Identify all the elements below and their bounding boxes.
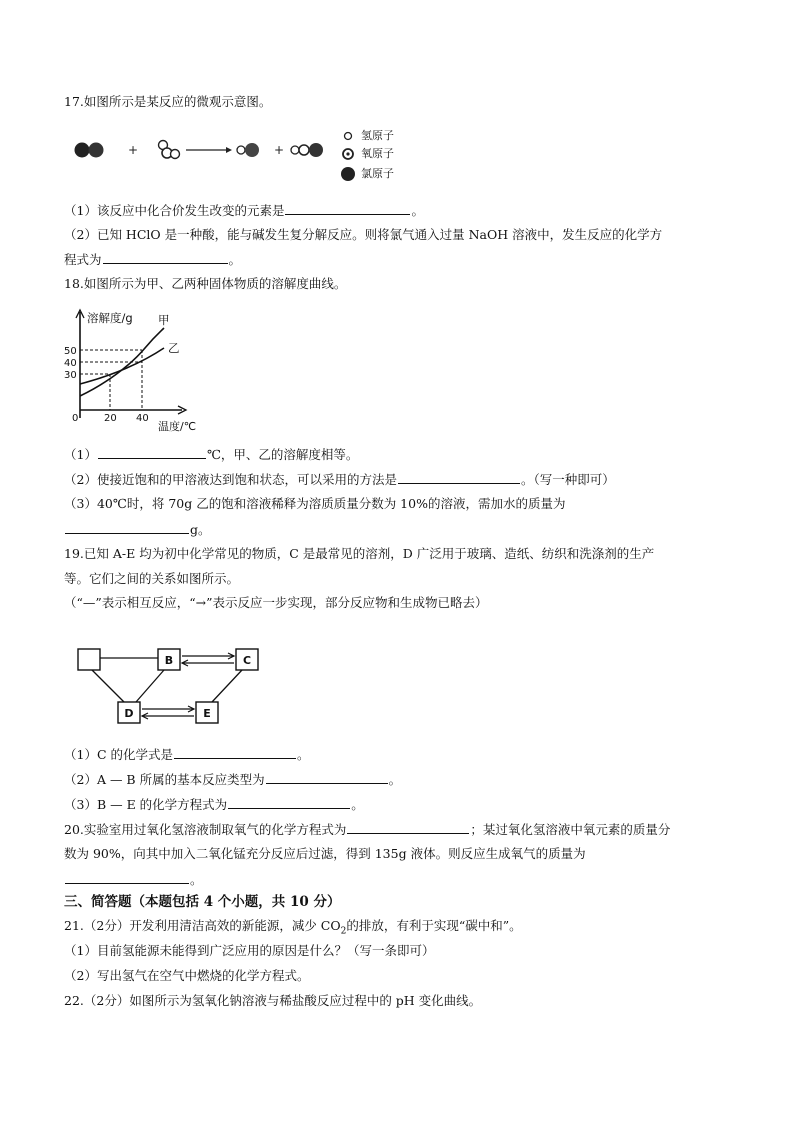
answer-blank[interactable] xyxy=(228,796,350,809)
answer-blank[interactable] xyxy=(266,771,388,784)
q21-stem xyxy=(64,918,522,937)
box-e-label: E xyxy=(203,707,211,720)
q19-part2 xyxy=(64,771,401,788)
box-b-label: B xyxy=(164,654,174,667)
q20-line1 xyxy=(64,821,670,838)
x-axis-label: 温度/℃ xyxy=(158,420,197,433)
answer-blank[interactable] xyxy=(98,446,206,459)
oxygen-atom-icon xyxy=(341,147,355,161)
curve-yi xyxy=(80,348,164,384)
answer-blank[interactable] xyxy=(174,746,296,759)
box-d-label: D xyxy=(124,707,134,720)
series-label-jia: 甲 xyxy=(158,313,170,327)
y-tick-label: 40 xyxy=(64,358,77,369)
y-axis-label: 溶解度/g xyxy=(87,311,133,325)
q19-part1 xyxy=(64,746,310,763)
q19-relation-diagram xyxy=(72,644,272,728)
q20-line3 xyxy=(64,871,203,888)
q17-part2-text: 程式为 xyxy=(64,252,102,267)
series-label-yi: 乙 xyxy=(168,341,180,355)
q19-stem-line1: 19.已知 A-E 均为初中化学常见的物质，C 是最常见的溶剂，D 广泛用于玻璃、造纸、纺织和洗涤剂的生产 xyxy=(64,546,655,561)
q18-part3-end: g。 xyxy=(190,522,211,537)
box-a xyxy=(78,649,100,670)
q19-part2-text: （2）A — B 所属的基本反应类型为 xyxy=(64,772,265,787)
answer-blank[interactable] xyxy=(103,251,228,264)
legend-oxygen: 氧原子 xyxy=(361,147,394,160)
q21-part1: （1）目前氢能源未能得到广泛应用的原因是什么？（写一条即可） xyxy=(64,943,435,958)
svg-text:+: + xyxy=(128,143,139,157)
y-tick-label: 50 xyxy=(64,346,77,357)
q18-part1 xyxy=(64,446,358,463)
x-tick-label: 20 xyxy=(104,413,117,424)
q21-stem-subscript: 2 xyxy=(340,926,347,937)
q20-line1-end: ；某过氧化氢溶液中氧元素的质量分 xyxy=(470,822,671,837)
q20-line2: 数为 90%，向其中加入二氧化锰充分反应后过滤，得到 135g 液体。则反应生成氧气的质量为 xyxy=(64,846,586,861)
q21-stem-end: 的排放，有利于实现“碳中和”。 xyxy=(346,918,522,933)
q19-part3-text: （3）B — E 的化学方程式为 xyxy=(64,797,228,812)
solubility-graph xyxy=(60,306,210,434)
q17-part1-text: （1）该反应中化合价发生改变的元素是 xyxy=(64,203,285,218)
hydrogen-atom-icon xyxy=(342,130,354,142)
q17-part2-line2 xyxy=(64,251,241,268)
q17-part1-end: 。 xyxy=(411,203,424,218)
legend-chlorine: 氯原子 xyxy=(361,167,394,180)
answer-blank[interactable] xyxy=(398,471,520,484)
q19-part3 xyxy=(64,796,364,813)
q18-part2-end: 。（写一种即可） xyxy=(520,472,615,487)
q18-stem: 18.如图所示为甲、乙两种固体物质的溶解度曲线。 xyxy=(64,276,347,291)
answer-blank[interactable] xyxy=(65,871,189,884)
q19-part2-end: 。 xyxy=(388,772,402,787)
x-tick-label: 40 xyxy=(136,413,149,424)
q17-part1 xyxy=(64,202,424,219)
answer-blank[interactable] xyxy=(65,521,189,534)
q20-line1-text: 20.实验室用过氧化氢溶液制取氧气的化学方程式为 xyxy=(64,822,347,837)
legend-hydrogen: 氢原子 xyxy=(361,129,394,142)
q19-note: （“—”表示相互反应，“→”表示反应一步实现，部分反应物和生成物已略去） xyxy=(64,595,488,610)
box-c-label: C xyxy=(242,654,252,667)
q18-part1-text: （1） xyxy=(64,447,97,462)
answer-blank[interactable] xyxy=(347,821,469,834)
q21-stem-text: 21.（2分）开发利用清洁高效的新能源，减少 CO xyxy=(64,918,341,933)
q17-reaction-diagram xyxy=(70,134,340,168)
q17-part2-line1: （2）已知 HClO 是一种酸，能与碱发生复分解反应。则将氯气通入过量 NaOH 溶液中，发生反应的化学方 xyxy=(64,227,663,242)
chlorine-atom-icon xyxy=(340,166,356,182)
origin-label: 0 xyxy=(72,413,79,424)
q18-part1-end: ℃，甲、乙的溶解度相等。 xyxy=(206,447,359,462)
q19-part3-end: 。 xyxy=(351,797,364,812)
q19-part1-text: （1）C 的化学式是 xyxy=(64,747,173,762)
q19-stem-line2: 等。它们之间的关系如图所示。 xyxy=(64,571,240,586)
q18-part3-line2 xyxy=(64,521,211,538)
section-title: 三、简答题（本题包括 4 个小题，共 10 分） xyxy=(64,894,341,910)
q17-part2-end: 。 xyxy=(228,252,242,267)
q20-line3-end: 。 xyxy=(190,872,203,887)
q21-part2: （2）写出氢气在空气中燃烧的化学方程式。 xyxy=(64,968,310,983)
q18-part2 xyxy=(64,471,615,488)
y-tick-label: 30 xyxy=(64,370,77,381)
svg-text:+: + xyxy=(274,143,285,157)
q18-part3-line1: （3）40℃时，将 70g 乙的饱和溶液稀释为溶质质量分数为 10%的溶液，需加水的质量为 xyxy=(64,496,566,511)
q19-part1-end: 。 xyxy=(297,747,310,762)
answer-blank[interactable] xyxy=(285,202,410,215)
q18-part2-text: （2）使接近饱和的甲溶液达到饱和状态，可以采用的方法是 xyxy=(64,472,397,487)
q22-stem: 22.（2分）如图所示为氢氧化钠溶液与稀盐酸反应过程中的 pH 变化曲线。 xyxy=(64,993,482,1008)
q17-stem: 17.如图所示是某反应的微观示意图。 xyxy=(64,94,272,109)
